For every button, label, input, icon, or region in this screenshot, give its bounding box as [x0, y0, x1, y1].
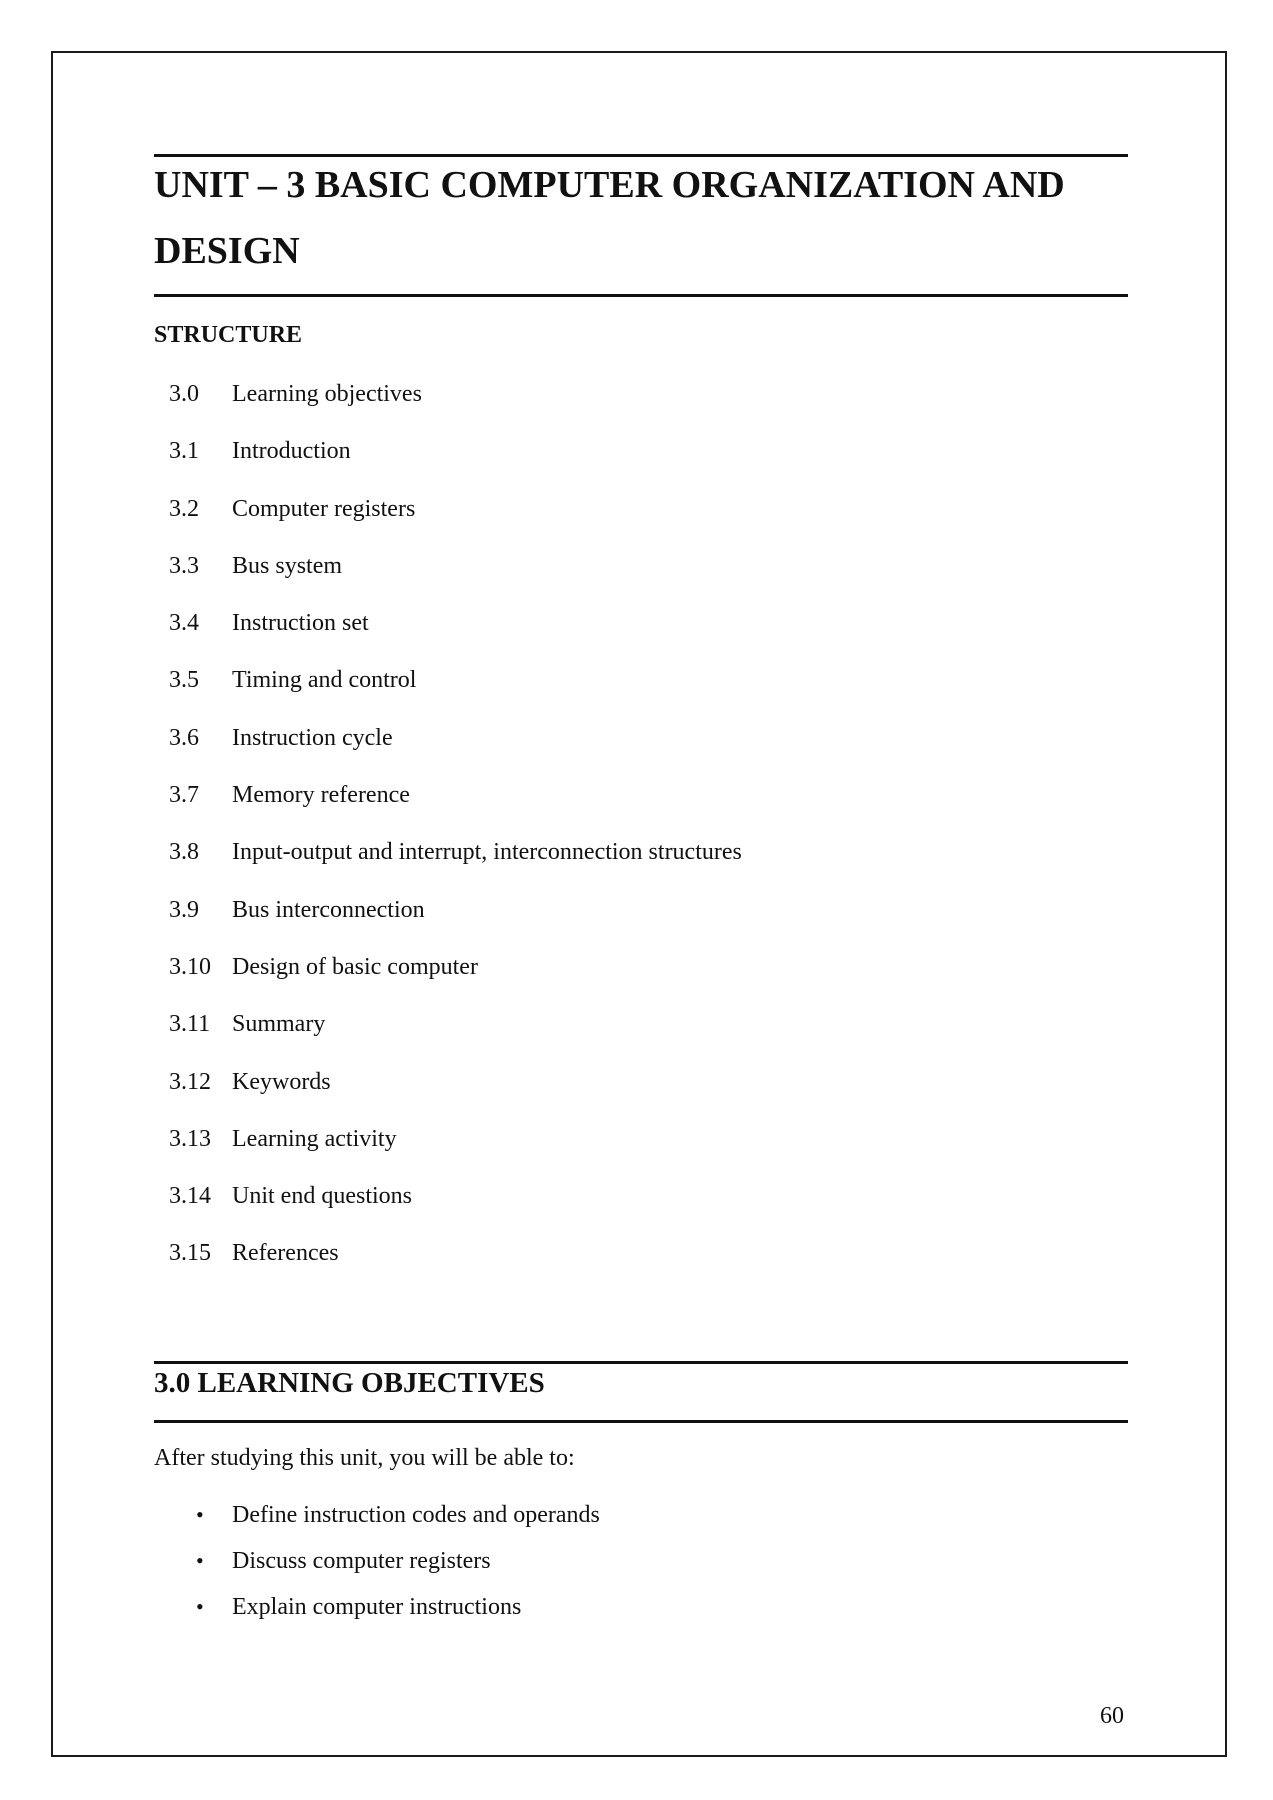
toc-item-number: 3.10 [169, 953, 211, 980]
toc-item-number: 3.13 [169, 1125, 211, 1152]
section-heading-learning-objectives: 3.0 LEARNING OBJECTIVES [154, 1367, 545, 1399]
toc-item-3-12 [169, 1064, 1069, 1121]
toc-item-label: Input-output and interrupt, interconnection structures [232, 839, 742, 866]
toc-item-3-13 [169, 1121, 1069, 1178]
toc-item-3-7 [169, 777, 1069, 834]
toc-item-label: Memory reference [232, 782, 410, 809]
toc-item-number: 3.1 [169, 438, 199, 465]
structure-heading: STRUCTURE [154, 322, 303, 348]
toc-item-label: Timing and control [232, 667, 417, 694]
list-item-text: Define instruction codes and operands [232, 1502, 600, 1528]
toc-item-label: Design of basic computer [232, 953, 478, 980]
toc-item-number: 3.12 [169, 1068, 211, 1095]
toc-item-3-10 [169, 949, 1069, 1006]
toc-item-3-15 [169, 1235, 1069, 1292]
toc-item-number: 3.8 [169, 839, 199, 866]
toc-item-number: 3.4 [169, 610, 199, 637]
unit-title: UNIT – 3 BASIC COMPUTER ORGANIZATION AND DESIGN [154, 164, 1065, 272]
toc-item-label: Instruction set [232, 610, 369, 637]
toc-item-3-11 [169, 1006, 1069, 1063]
toc-item-3-8 [169, 834, 1069, 891]
toc-item-3-0 [169, 376, 1069, 433]
toc-item-number: 3.7 [169, 782, 199, 809]
title-bottom-rule [154, 294, 1128, 297]
section-bottom-rule [154, 1420, 1128, 1423]
toc-item-3-4 [169, 605, 1069, 662]
toc-item-3-5 [169, 662, 1069, 719]
toc-item-number: 3.15 [169, 1240, 211, 1267]
toc-item-number: 3.11 [169, 1011, 211, 1038]
toc-item-number: 3.9 [169, 896, 199, 923]
structure-list [169, 376, 1069, 1293]
toc-item-3-1 [169, 433, 1069, 490]
toc-item-label: Unit end questions [232, 1183, 412, 1210]
toc-item-3-3 [169, 548, 1069, 605]
page-number: 60 [1100, 1703, 1124, 1729]
toc-item-label: Introduction [232, 438, 351, 465]
toc-item-label: Learning activity [232, 1125, 397, 1152]
list-item [196, 1543, 600, 1589]
list-item-text: Explain computer instructions [232, 1594, 522, 1620]
objectives-list [196, 1497, 600, 1635]
toc-item-3-9 [169, 892, 1069, 949]
toc-item-number: 3.0 [169, 381, 199, 407]
toc-item-3-2 [169, 491, 1069, 548]
toc-item-number: 3.3 [169, 552, 199, 579]
bullet-icon: • [196, 1502, 204, 1527]
bullet-icon: • [196, 1548, 204, 1573]
list-item-text: Discuss computer registers [232, 1548, 491, 1574]
toc-item-number: 3.14 [169, 1183, 211, 1210]
toc-item-number: 3.5 [169, 667, 199, 694]
toc-item-label: Computer registers [232, 495, 416, 522]
toc-item-3-6 [169, 720, 1069, 777]
toc-item-label: Bus system [232, 552, 343, 579]
list-item [196, 1589, 600, 1635]
toc-item-label: Keywords [232, 1068, 331, 1095]
toc-item-number: 3.2 [169, 495, 199, 522]
toc-item-number: 3.6 [169, 724, 199, 751]
toc-item-label: Bus interconnection [232, 896, 425, 923]
toc-item-3-14 [169, 1178, 1069, 1235]
list-item [196, 1497, 600, 1543]
toc-item-label: References [232, 1240, 339, 1267]
bullet-icon: • [196, 1594, 204, 1619]
toc-item-label: Summary [232, 1011, 326, 1038]
toc-item-label: Instruction cycle [232, 724, 393, 751]
toc-item-label: Learning objectives [232, 381, 422, 407]
objectives-intro: After studying this unit, you will be able to: [154, 1445, 575, 1471]
